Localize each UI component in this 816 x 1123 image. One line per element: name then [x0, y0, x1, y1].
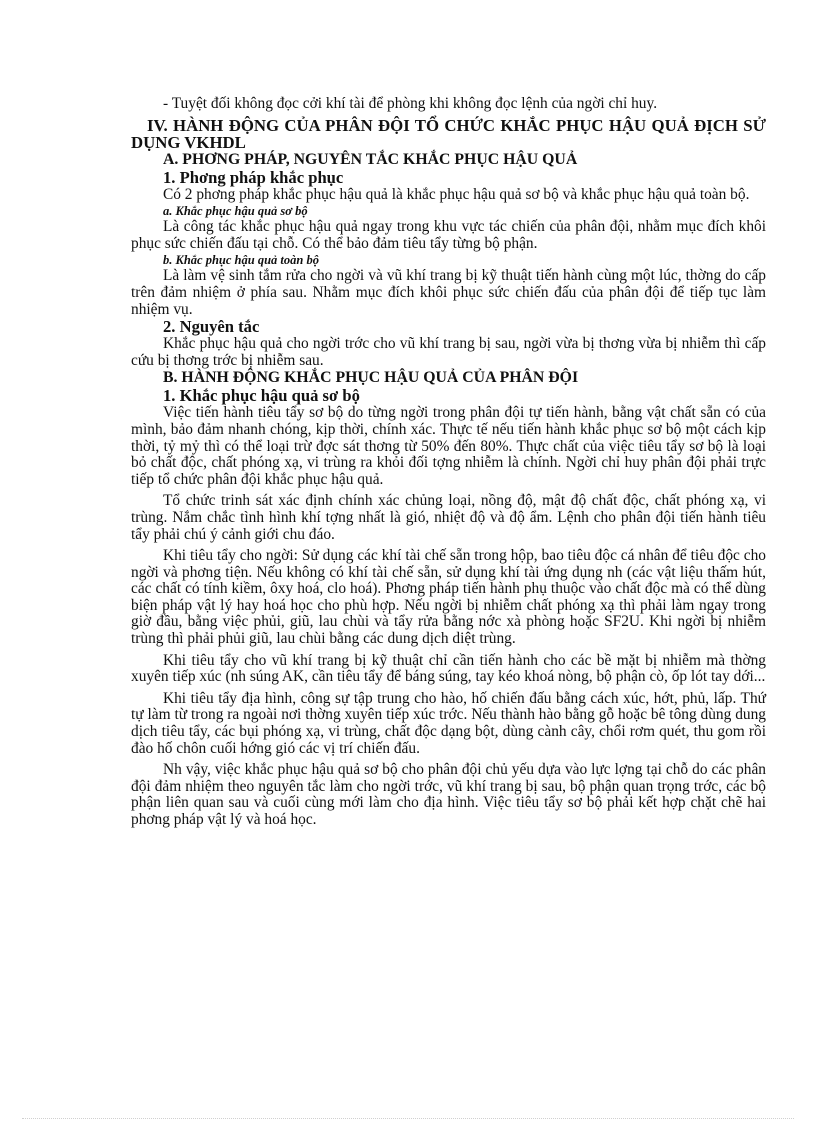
page-bottom-divider: [22, 1118, 794, 1119]
paragraph-b3: Khi tiêu tẩy cho ngời: Sử dụng các khí tài chế sẵn trong hộp, bao tiêu độc cá nhân để tiêu độc cho ngời và phơng tiện. Nếu không có khí tài chế sẵn, sử dụng khí tài ứng dụng nh (các vật liệu thấm hút, các chất có tính kiềm, ôxy hoá, clo hoá). Phơng pháp tiến hành phụ thuộc vào chất độc mà có thể dùng biện pháp vật lý hay hoá học cho phù hợp. Nếu ngời bị nhiễm chất phóng xạ thì phải làm ngay trong giờ đầu, bằng việc phủi, giũ, lau chùi và tẩy rửa bằng nớc xà phòng hoặc SF2U. Khi ngời bị nhiễm trùng thì phải phủi giũ, lau chùi bằng các dung dịch diệt trùng.: [131, 547, 766, 648]
paragraph-a1: Có 2 phơng pháp khắc phục hậu quả là khắc phục hậu quả sơ bộ và khắc phục hậu quả toàn bộ.: [163, 185, 750, 203]
paragraph-b1: Việc tiến hành tiêu tẩy sơ bộ do từng ngời trong phân đội tự tiến hành, bằng vật chất sẵn có của mình, bảo đảm nhanh chóng, kịp thời, chính xác. Thực tế nếu tiến hành khắc phục sơ bộ một cách kịp thời, tỷ mỷ thì có thể loại trừ đợc sát thơng từ 50% đến 80%. Thực chất của việc tiêu tẩy sơ bộ là loại bỏ chất độc, chất phóng xạ, vi trùng ra khỏi đối tợng nhiễm là chính. Ngời chỉ huy phân đội phải trực tiếp tổ chức phân đội khắc phục hậu quả.: [131, 404, 766, 488]
paragraph-b5: Khi tiêu tẩy địa hình, công sự tập trung cho hào, hố chiến đấu bằng cách xúc, hớt, phủ, lấp. Thứ tự làm từ trong ra ngoài nơi thờng xuyên tiếp xúc trớc. Nếu thành hào bằng gỗ hoặc bê tông dùng dung dịch tiêu tẩy, các bụi phóng xạ, vi trùng, chất độc dạng bột, dùng cành cây, chổi rơm quét, thu gom rồi đào hố chôn cuối hớng gió các vị trí chiến đấu.: [131, 689, 766, 757]
heading-a2: 2. Nguyên tắc: [163, 317, 260, 337]
heading-a1: 1. Phơng pháp khắc phục: [163, 167, 344, 187]
heading-b1: 1. Khắc phục hậu quả sơ bộ: [163, 386, 360, 406]
paragraph-b4: Khi tiêu tẩy cho vũ khí trang bị kỹ thuật chỉ cần tiến hành cho các bề mặt bị nhiễm mà thờng xuyên tiếp xúc (nh súng AK, cần tiêu tẩy để báng súng, tay kéo khoá nòng, bộ phận cò, ốp lót tay dới...: [131, 651, 766, 686]
section-iv-heading: IV. HÀNH ĐỘNG CỦA PHÂN ĐỘI TỔ CHỨC KHẮC PHỤC HẬU QUẢ ĐỊCH SỬ DỤNG VKHDL: [131, 115, 766, 152]
paragraph-b6: Nh vậy, việc khắc phục hậu quả sơ bộ cho phân đội chủ yếu dựa vào lực lợng tại chỗ do các phân đội đảm nhiệm theo nguyên tắc làm cho ngời trớc, vũ khí trang bị sau, bộ phận quan trọng trớc, các bộ phận liên quan sau và cuối cùng mới làm cho địa hình. Việc tiêu tẩy sơ bộ phải kết hợp chặt chẽ hai phơng pháp vật lý và hoá học.: [131, 761, 766, 828]
paragraph-b2: Tổ chức trinh sát xác định chính xác chủng loại, nồng độ, mật độ chất độc, chất phóng xạ, vi trùng. Nắm chắc tình hình khí tợng nhất là gió, nhiệt độ và độ ẩm. Lệnh cho phân đội tiến hành tiêu tẩy phải chú ý cảnh giới chu đáo.: [131, 492, 766, 543]
paragraph-a2: Khắc phục hậu quả cho ngời trớc cho vũ khí trang bị sau, ngời vừa bị thơng vừa bị nhiễm thì cấp cứu bị thơng trớc bị nhiễm sau.: [131, 335, 766, 369]
intro-paragraph: - Tuyệt đối không đọc cởi khí tài để phòng khi không đọc lệnh của ngời chỉ huy.: [163, 95, 658, 112]
heading-a-a: a. Khắc phục hậu quả sơ bộ: [163, 204, 308, 219]
heading-b: B. HÀNH ĐỘNG KHẮC PHỤC HẬU QUẢ CỦA PHÂN ĐỘI: [163, 369, 579, 387]
heading-a: A. PHƠNG PHÁP, NGUYÊN TẮC KHẮC PHỤC HẬU QUẢ: [163, 150, 578, 168]
heading-a-b: b. Khắc phục hậu quả toàn bộ: [163, 253, 319, 268]
document-page: [131, 96, 766, 829]
paragraph-a-a: Là công tác khắc phục hậu quả ngay trong khu vực tác chiến của phân đội, nhằm mục đích khôi phục sức chiến đấu tại chỗ. Có thể bảo đảm tiêu tẩy từng bộ phận.: [131, 218, 766, 252]
paragraph-a-b: Là làm vệ sinh tắm rửa cho ngời và vũ khí trang bị kỹ thuật tiến hành cùng một lúc, thờng do cấp trên đảm nhiệm ở phía sau. Nhằm mục đích khôi phục sức chiến đấu của phân đội để tiếp tục làm nhiệm vụ.: [131, 267, 766, 318]
